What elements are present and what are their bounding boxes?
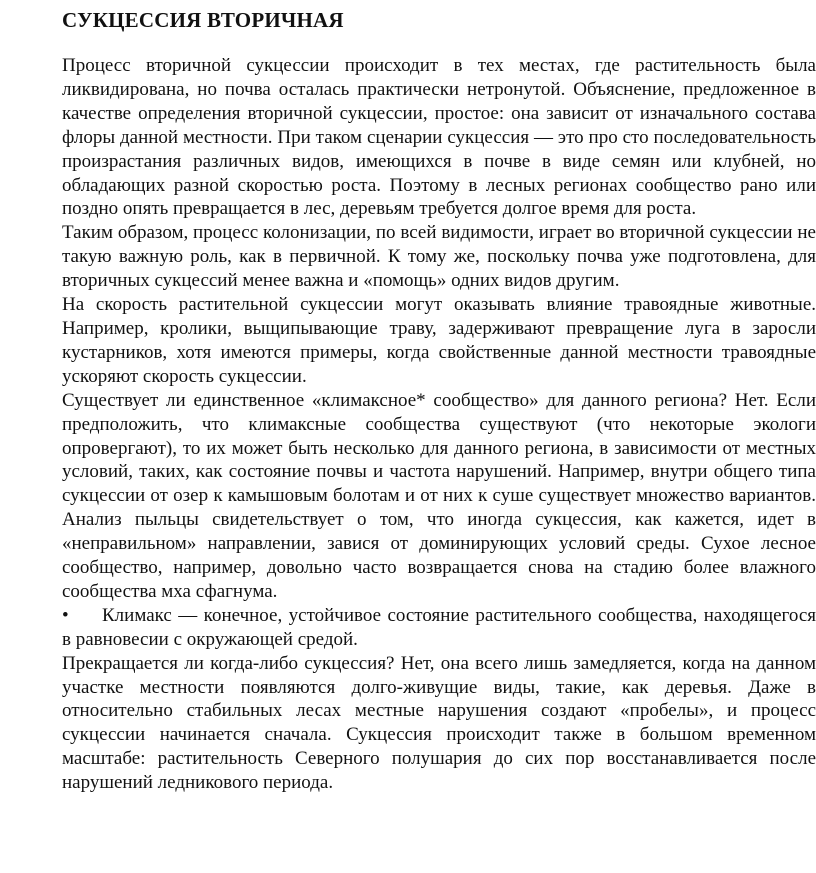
closing-paragraph: Прекращается ли когда-либо сукцессия? Нет, она всего лишь замедляется, когда на данном участке местности появляются долго-живущие виды, такие, как деревья. Даже в относительно стабильных лесах местные нарушения создают «пробелы», и процесс сукцессии начинается сначала. Сукцессия происходит также в большом временном масштабе: растительность Северного полушария до сих пор восстанавливается после нарушений ледникового периода. <box>62 652 816 794</box>
bullet-marker: • <box>62 604 69 626</box>
paragraph-1: Процесс вторичной сукцессии происходит в тех местах, где растительность была ликвидирована, но почва осталась практически нетронутой. Объяснение, предложенное в качестве определения вторичной сукцессии, простое: она зависит от изначального состава флоры данной местности. При таком сценарии сукцессия — это про сто последовательность произрастания различных видов, имеющихся в почве в виде семян или клубней, но обладающих разной скоростью роста. Поэтому в лесных регионах сообщество рано или поздно опять превращается в лес, деревьям требуется долгое время для роста. <box>62 55 816 220</box>
document-page <box>62 8 816 795</box>
paragraph-4: Существует ли единственное «климаксное* сообщество» для данного региона? Нет. Если предположить, что климаксные сообщества существуют (что некоторые экологи опровергают), то их может быть несколько для данного региона, в зависимости от местных условий, таких, как состояние почвы и частота нарушений. Например, внутри общего типа сукцессии от озер к камышовым болотам и от них к суше существует множество вариантов. Анализ пыльцы свидетельствует о том, что иногда сукцессия, как кажется, идет в «неправильном» направлении, завися от доминирующих условий среды. Сухое лесное сообщество, например, довольно часто возвращается снова на стадию более влажного сообщества мха сфагнума. <box>62 389 816 602</box>
paragraph-2: Таким образом, процесс колонизации, по всей видимости, играет во вторичной сукцессии не такую важную роль, как в первичной. К тому же, поскольку почва уже подготовлена, для вторичных сукцессий менее важна и «помощь» одних видов другим. <box>62 222 816 292</box>
bullet-item <box>62 604 816 652</box>
document-title: СУКЦЕССИЯ ВТОРИЧНАЯ <box>62 8 344 32</box>
bullet-text: Климакс — конечное, устойчивое состояние растительного сообщества, находящегося в равновесии с окружающей средой. <box>62 604 816 650</box>
paragraph-3: На скорость растительной сукцессии могут оказывать влияние травоядные животные. Например, кролики, выщипывающие траву, задерживают превращение луга в заросли кустарников, хотя имеются примеры, когда свойственные данной местности травоядные ускоряют скорость сукцессии. <box>62 294 816 387</box>
